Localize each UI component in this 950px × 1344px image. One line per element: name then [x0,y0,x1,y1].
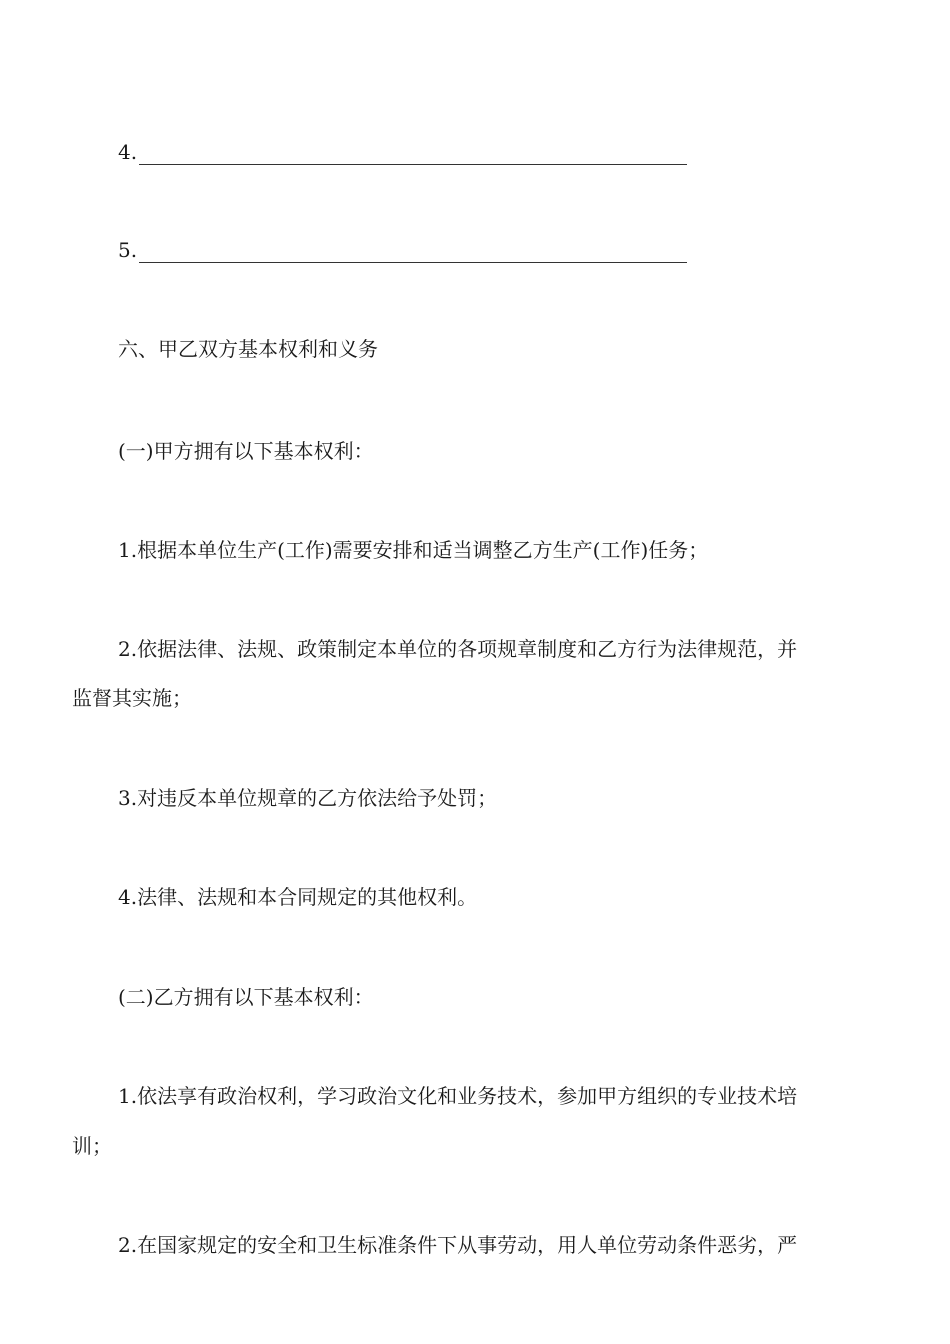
party-b-heading: (二)乙方拥有以下基本权利： [118,985,374,1009]
blank-number: 4. [118,140,138,164]
party-b-item-2: 2.在国家规定的安全和卫生标准条件下从事劳动，用人单位劳动条件恶劣，严 [118,1233,798,1257]
party-a-item-2: 2.依据法律、法规、政策制定本单位的各项规章制度和乙方行为法律规范，并 [118,637,798,661]
fill-in-line[interactable] [139,146,687,165]
party-b-item-1: 1.依法享有政治权利，学习政治文化和业务技术，参加甲方组织的专业技术培 [118,1084,798,1108]
party-a-item-2-continued: 监督其实施； [72,686,192,710]
blank-item-5[interactable] [118,238,687,263]
section-title: 六、甲乙双方基本权利和义务 [118,337,378,361]
blank-item-4[interactable] [118,140,687,165]
blank-number: 5. [118,238,138,262]
party-a-item-4: 4.法律、法规和本合同规定的其他权利。 [118,885,478,909]
fill-in-line[interactable] [139,244,687,263]
party-b-item-1-continued: 训； [72,1134,112,1158]
party-a-item-3: 3.对违反本单位规章的乙方依法给予处罚； [118,786,498,810]
party-a-heading: (一)甲方拥有以下基本权利： [118,439,374,463]
party-a-item-1: 1.根据本单位生产(工作)需要安排和适当调整乙方生产(工作)任务； [118,538,709,562]
